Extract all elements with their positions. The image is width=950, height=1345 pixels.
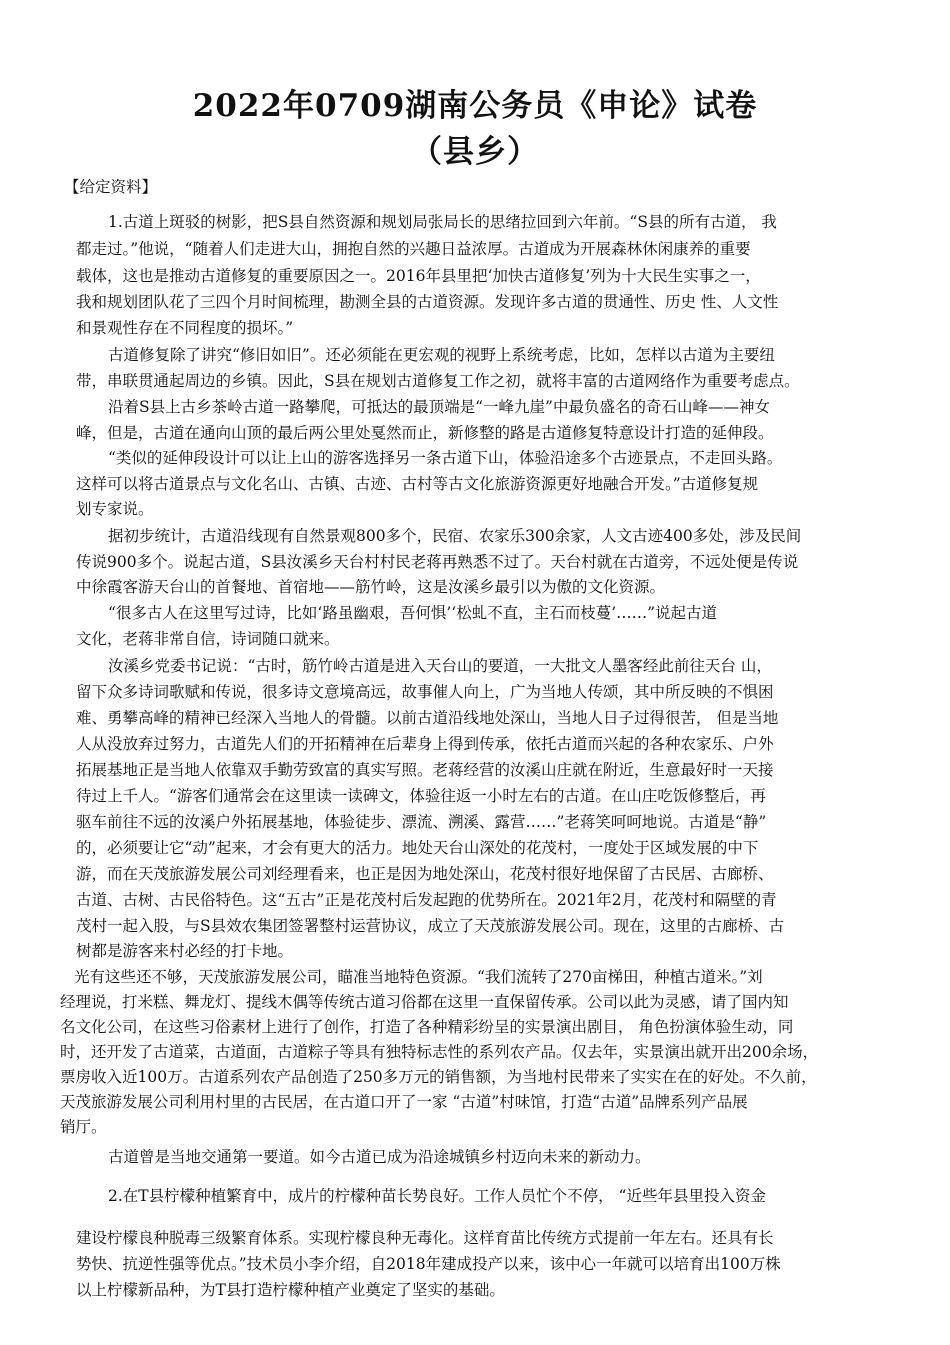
text-line: 光有这些还不够，天茂旅游发展公司，瞄准当地特色资源。“我们流转了270亩梯田，种植古道米。”刘 <box>74 968 763 986</box>
text-line: 销厅。 <box>60 1118 107 1136</box>
text-line: “很多古人在这里写过诗，比如‘路虽幽艰，吾何惧’‘松虬不直，主石而枝蔓’……”说起古道 <box>108 604 718 622</box>
text-line: 和景观性存在不同程度的损坏。” <box>76 319 294 337</box>
text-line: 以上柠檬新品种，为T县打造柠檬种植产业奠定了坚实的基础。 <box>76 1281 505 1299</box>
page-subtitle: （县乡） <box>411 134 539 170</box>
text-line: 留下众多诗词歌赋和传说，很多诗文意境高远，故事催人向上，广为当地人传颂，其中所反映的不惧困 <box>76 683 774 701</box>
text-line: 势快、抗逆性强等优点。”技术员小李介绍，自2018年建成投产以来，该中心一年就可以培育出100万株 <box>76 1255 781 1273</box>
text-line: 传说900多个。说起古道，S县汝溪乡天台村村民老蒋再熟悉不过了。天台村就在古道旁，不远处便是传说 <box>76 553 799 571</box>
text-line: 古道曾是当地交通第一要道。如今古道已成为沿途城镇乡村迈向未来的新动力。 <box>108 1148 651 1166</box>
text-line: 载体，这也是推动古道修复的重要原因之一。2016年县里把‘加快古道修复’列为十大民生实事之一， <box>76 267 761 285</box>
text-line: 带，串联贯通起周边的乡镇。因此，S县在规划古道修复工作之初，就将丰富的古道网络作为重要考虑点。 <box>76 372 800 390</box>
text-line: 票房收入近100万。古道系列农产品创造了250多万元的销售额，为当地村民带来了实实在在的好处。不久前， <box>60 1068 817 1086</box>
text-line: 茂村一起入股，与S县效农集团签署整村运营协议，成立了天茂旅游发展公司。现在，这里的古廊桥、古 <box>76 917 785 935</box>
section-label: 【给定资料】 <box>64 178 158 196</box>
text-line: 树都是游客来村必经的打卡地。 <box>76 942 294 960</box>
text-line: “类似的延伸段设计可以让上山的游客选择另一条古道下山，体验沿途多个古迹景点，不走回头路。 <box>108 449 783 467</box>
text-line: 建设柠檬良种脱毒三级繁育体系。实现柠檬良种无毒化。这样育苗比传统方式提前一年左右。还具有长 <box>76 1229 774 1247</box>
text-line: 天茂旅游发展公司利用村里的古民居，在古道口开了一家 “古道”村味馆，打造“古道”品牌系列产品展 <box>60 1093 748 1111</box>
text-line: 文化，老蒋非常自信，诗词随口就来。 <box>76 630 340 648</box>
text-line: 2.在T县柠檬种植繁育中，成片的柠檬种苗长势良好。工作人员忙个不停， “近些年县里投入资金 <box>108 1187 766 1205</box>
text-line: 游，而在天茂旅游发展公司刘经理看来，也正是因为地处深山，花茂村很好地保留了古民居、古廊桥、 <box>76 865 774 883</box>
text-line: 这样可以将古道景点与文化名山、古镇、古迹、古村等古文化旅游资源更好地融合开发。”古道修复规 <box>76 475 759 493</box>
text-line: 拓展基地正是当地人依靠双手勤劳致富的真实写照。老蒋经营的汝溪山庄就在附近，生意最好时一天接 <box>76 761 774 779</box>
text-line: 人从没放弃过努力，古道先人们的开拓精神在后辈身上得到传承，依托古道而兴起的各种农家乐、户外 <box>76 735 774 753</box>
text-line: 我和规划团队花了三四个月时间梳理，勘测全县的古道资源。发现许多古道的贯通性、历史 性、人文性 <box>76 293 779 311</box>
text-line: 沿着S县上古乡茶岭古道一路攀爬，可抵达的最顶端是“一峰九崖”中最负盛名的奇石山峰——神女 <box>108 398 770 416</box>
text-line: 都走过。”他说，“随着人们走进大山，拥抱自然的兴趣日益浓厚。古道成为开展森林休闲康养的重要 <box>76 240 751 258</box>
text-line: 经理说，打米糕、舞龙灯、提线木偶等传统古道习俗都在这里一直保留传承。公司以此为灵感，请了国内知 <box>60 993 789 1011</box>
text-line: 据初步统计，古道沿线现有自然景观800多个，民宿、农家乐300余家，人文古迹400多处，涉及民间 <box>108 527 802 545</box>
text-line: 名文化公司，在这些习俗素材上进行了创作，打造了各种精彩纷呈的实景演出剧目， 角色扮演体验生动，同 <box>60 1018 794 1036</box>
text-line: 驱车前往不远的汝溪户外拓展基地，体验徒步、漂流、溯溪、露营……”老蒋笑呵呵地说。古道是“静” <box>76 813 767 831</box>
text-line: 1.古道上斑驳的树影，把S县自然资源和规划局张局长的思绪拉回到六年前。“S县的所有古道， 我 <box>108 213 777 231</box>
text-line: 峰，但是，古道在通向山顶的最后两公里处戛然而止，新修整的路是古道修复特意设计打造的延伸段。 <box>76 424 774 442</box>
page-title: 2022年0709湖南公务员《申论》试卷 <box>192 88 758 124</box>
text-line: 划专家说。 <box>76 500 154 518</box>
text-line: 汝溪乡党委书记说：“古时，筋竹岭古道是进入天台山的要道，一大批文人墨客经此前往天台 山， <box>108 657 772 675</box>
text-line: 古道修复除了讲究“修旧如旧”。还必须能在更宏观的视野上系统考虑，比如，怎样以古道为主要纽 <box>108 346 775 364</box>
text-line: 古道、古树、古民俗特色。这“五古”正是花茂村后发起跑的优势所在。2021年2月，花茂村和隔壁的青 <box>76 891 777 909</box>
text-line: 待过上千人。“游客们通常会在这里读一读碑文，体验往返一小时左右的古道。在山庄吃饭修整后，再 <box>76 787 766 805</box>
text-line: 中徐霞客游天台山的首餐地、首宿地——筋竹岭，这是汝溪乡最引以为傲的文化资源。 <box>76 578 666 596</box>
text-line: 的，必须要让它“动”起来，才会有更大的活力。地处天台山深处的花茂村，一度处于区域发展的中下 <box>76 839 759 857</box>
text-line: 难、勇攀高峰的精神已经深入当地人的骨髓。以前古道沿线地处深山，当地人日子过得很苦， 但是当地 <box>76 709 779 727</box>
text-line: 时，还开发了古道菜，古道面，古道粽子等具有独特标志性的系列农产品。仅去年，实景演出就开出200余场， <box>60 1043 819 1061</box>
